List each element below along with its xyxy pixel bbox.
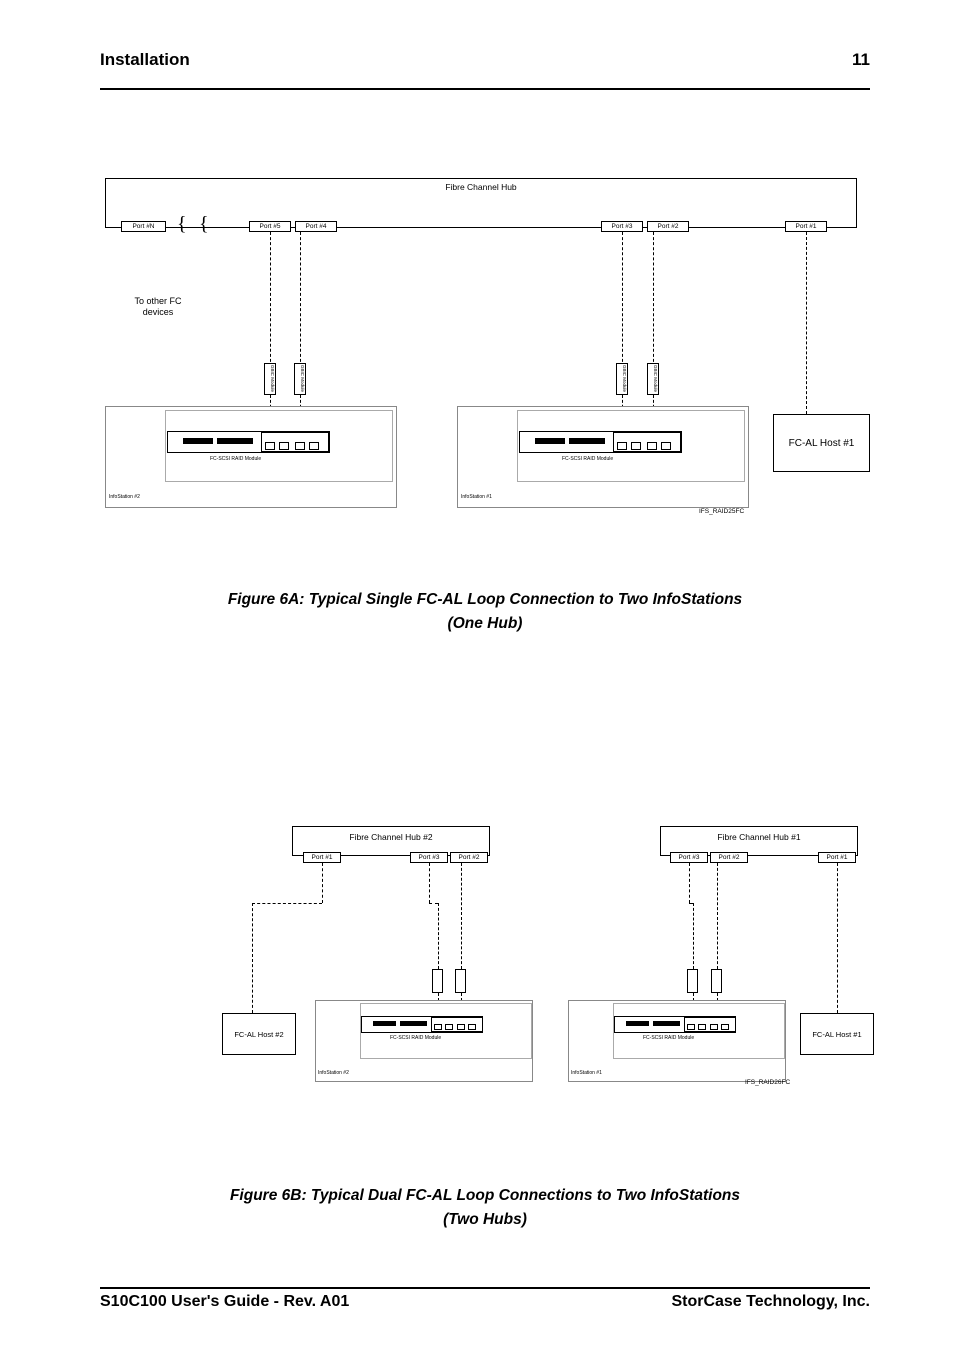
hub2-port3-drop bbox=[429, 863, 430, 903]
gbic-module-4: GBIC Module bbox=[647, 363, 659, 395]
b-raid-led-left-1 bbox=[373, 1021, 396, 1026]
footer-left: S10C100 User's Guide - Rev. A01 bbox=[100, 1293, 350, 1310]
b-raid-port-right-d bbox=[721, 1024, 729, 1030]
raid-fc-port-left-a bbox=[265, 442, 275, 450]
link-port4 bbox=[300, 232, 301, 367]
to-other-fc-devices-note bbox=[103, 296, 213, 318]
caption-6a-line1: Figure 6A: Typical Single FC-AL Loop Connection to Two InfoStations bbox=[227, 591, 743, 608]
raid-led-block-left-1 bbox=[183, 438, 213, 444]
link-port2 bbox=[653, 232, 654, 367]
hub1-gbic-b bbox=[711, 969, 722, 993]
break-squiggle-1: { bbox=[177, 213, 187, 235]
hub2-gbic-b bbox=[455, 969, 466, 993]
hub2-port2-drop bbox=[461, 863, 462, 969]
hub2-title: Fibre Channel Hub #2 bbox=[349, 832, 433, 842]
break-squiggle-2: { bbox=[199, 213, 209, 235]
note-line-1: To other FC bbox=[134, 296, 182, 306]
hub1-title: Fibre Channel Hub #1 bbox=[717, 832, 801, 842]
hub1-port2-drop bbox=[717, 863, 718, 969]
page-footer bbox=[100, 1293, 870, 1311]
port-2: Port #2 bbox=[647, 221, 689, 232]
hub1-port-3: Port #3 bbox=[670, 852, 708, 863]
hub2-port3-down bbox=[438, 903, 439, 969]
port-1: Port #1 bbox=[785, 221, 827, 232]
figure-b-id: IFS_RAID26FC bbox=[745, 1079, 791, 1086]
b-fc-al-host-2-box: FC-AL Host #2 bbox=[222, 1013, 296, 1055]
caption-6b-line1: Figure 6B: Typical Dual FC-AL Loop Connections to Two InfoStations bbox=[229, 1187, 741, 1204]
hub1-port3-drop bbox=[689, 863, 690, 903]
b-raid-led-left-2 bbox=[400, 1021, 427, 1026]
raid-module-label-left: FC-SCSI RAID Module bbox=[210, 456, 262, 462]
footer-right: StorCase Technology, Inc. bbox=[671, 1293, 870, 1310]
raid-led-block-right-1 bbox=[535, 438, 565, 444]
b-raid-module-label-left: FC-SCSI RAID Module bbox=[390, 1035, 442, 1041]
raid-module-label-right: FC-SCSI RAID Module bbox=[562, 456, 614, 462]
hub2-port1-to-host2 bbox=[252, 903, 253, 1013]
raid-fc-port-right-a bbox=[617, 442, 627, 450]
hub2-gbic-a bbox=[432, 969, 443, 993]
gbic-module-1: GBIC Module bbox=[264, 363, 276, 395]
hub1-port1-to-host1 bbox=[837, 863, 838, 1013]
hub2-port3-run bbox=[429, 903, 438, 904]
page-header bbox=[100, 50, 870, 70]
b-fc-al-host-1-box: FC-AL Host #1 bbox=[800, 1013, 874, 1055]
fibre-channel-hub bbox=[105, 178, 857, 228]
gbic-module-3: GBIC Module bbox=[616, 363, 628, 395]
b-infostation-2-label: InfoStation #2 bbox=[318, 1070, 349, 1076]
figure-6a-caption bbox=[100, 588, 870, 636]
hub1-gbic-a bbox=[687, 969, 698, 993]
infostation-2-label: InfoStation #2 bbox=[109, 494, 140, 500]
b-raid-port-right-a bbox=[687, 1024, 695, 1030]
infostation-1-label: InfoStation #1 bbox=[461, 494, 492, 500]
hub2-port-2: Port #2 bbox=[450, 852, 488, 863]
hub-title: Fibre Channel Hub bbox=[445, 182, 517, 192]
hub1-port-1: Port #1 bbox=[818, 852, 856, 863]
caption-6a-line2: (One Hub) bbox=[447, 615, 523, 632]
port-n: Port #N bbox=[121, 221, 166, 232]
raid-led-block-left-2 bbox=[217, 438, 253, 444]
hub2-port1-drop bbox=[322, 863, 323, 903]
b-raid-port-right-c bbox=[710, 1024, 718, 1030]
hub1-port3-down bbox=[693, 903, 694, 969]
gbic-module-2: GBIC Module bbox=[294, 363, 306, 395]
port-5: Port #5 bbox=[249, 221, 291, 232]
link-port1 bbox=[806, 232, 807, 414]
raid-fc-port-left-d bbox=[309, 442, 319, 450]
b-infostation-1-label: InfoStation #1 bbox=[571, 1070, 602, 1076]
link-port3 bbox=[622, 232, 623, 367]
fc-al-host-1-box: FC-AL Host #1 bbox=[773, 414, 870, 472]
raid-fc-port-right-b bbox=[631, 442, 641, 450]
b-raid-port-left-d bbox=[468, 1024, 476, 1030]
figure-6a bbox=[105, 178, 870, 518]
b-raid-module-label-right: FC-SCSI RAID Module bbox=[643, 1035, 695, 1041]
link-port5 bbox=[270, 232, 271, 367]
raid-fc-port-right-c bbox=[647, 442, 657, 450]
raid-fc-port-left-c bbox=[295, 442, 305, 450]
b-raid-led-right-2 bbox=[653, 1021, 680, 1026]
port-4: Port #4 bbox=[295, 221, 337, 232]
header-page-number: 11 bbox=[852, 50, 870, 69]
hub2-port1-run bbox=[252, 903, 322, 904]
hub2-port-3: Port #3 bbox=[410, 852, 448, 863]
raid-fc-port-left-b bbox=[279, 442, 289, 450]
header-rule bbox=[100, 88, 870, 90]
raid-fc-port-right-d bbox=[661, 442, 671, 450]
hub1-port-2: Port #2 bbox=[710, 852, 748, 863]
caption-6b-line2: (Two Hubs) bbox=[443, 1211, 527, 1228]
hub2-port-1: Port #1 bbox=[303, 852, 341, 863]
footer-rule bbox=[100, 1287, 870, 1289]
b-raid-port-left-c bbox=[457, 1024, 465, 1030]
b-raid-port-right-b bbox=[698, 1024, 706, 1030]
figure-6b-caption bbox=[100, 1184, 870, 1232]
figure-a-id: IFS_RAID25FC bbox=[699, 508, 745, 515]
b-raid-port-left-b bbox=[445, 1024, 453, 1030]
header-section: Installation bbox=[100, 50, 190, 69]
port-3: Port #3 bbox=[601, 221, 643, 232]
raid-led-block-right-2 bbox=[569, 438, 605, 444]
figure-6b bbox=[220, 826, 880, 1096]
b-raid-port-left-a bbox=[434, 1024, 442, 1030]
b-raid-led-right-1 bbox=[626, 1021, 649, 1026]
note-line-2: devices bbox=[142, 307, 174, 317]
